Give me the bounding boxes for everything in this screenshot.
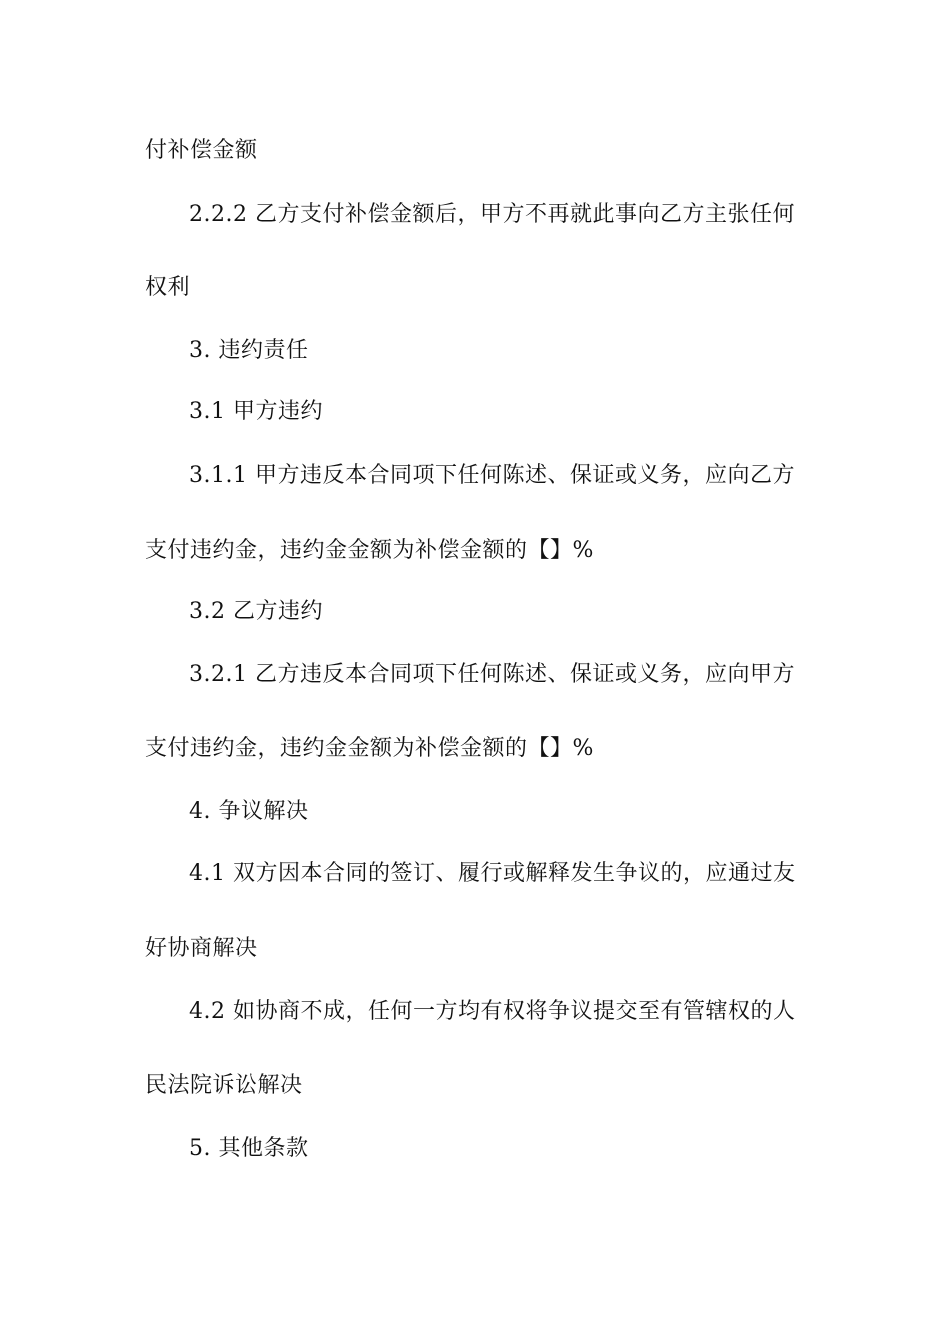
text-line: 支付违约金，违约金金额为补偿金额的【】% [145,736,594,761]
clause-3-2-1: 3.2.1 乙方违反本合同项下任何陈述、保证或义务，应向甲方 [189,662,795,687]
clause-2-2-2: 2.2.2 乙方支付补偿金额后，甲方不再就此事向乙方主张任何 [189,202,795,227]
clause-3-1-1: 3.1.1 甲方违反本合同项下任何陈述、保证或义务，应向乙方 [189,463,795,488]
clause-4-1: 4.1 双方因本合同的签订、履行或解释发生争议的，应通过友 [189,861,796,886]
text-line: 权利 [145,275,191,300]
text-line: 支付违约金，违约金金额为补偿金额的【】% [145,538,594,563]
text-line: 好协商解决 [145,936,258,961]
section-heading-5: 5. 其他条款 [189,1136,309,1161]
clause-4-2: 4.2 如协商不成，任何一方均有权将争议提交至有管辖权的人 [189,999,796,1024]
text-line: 付补偿金额 [145,138,258,163]
section-heading-4: 4. 争议解决 [189,799,309,824]
text-line: 民法院诉讼解决 [145,1073,303,1098]
subsection-heading-3-2: 3.2 乙方违约 [189,599,323,624]
section-heading-3: 3. 违约责任 [189,338,309,363]
subsection-heading-3-1: 3.1 甲方违约 [189,399,323,424]
